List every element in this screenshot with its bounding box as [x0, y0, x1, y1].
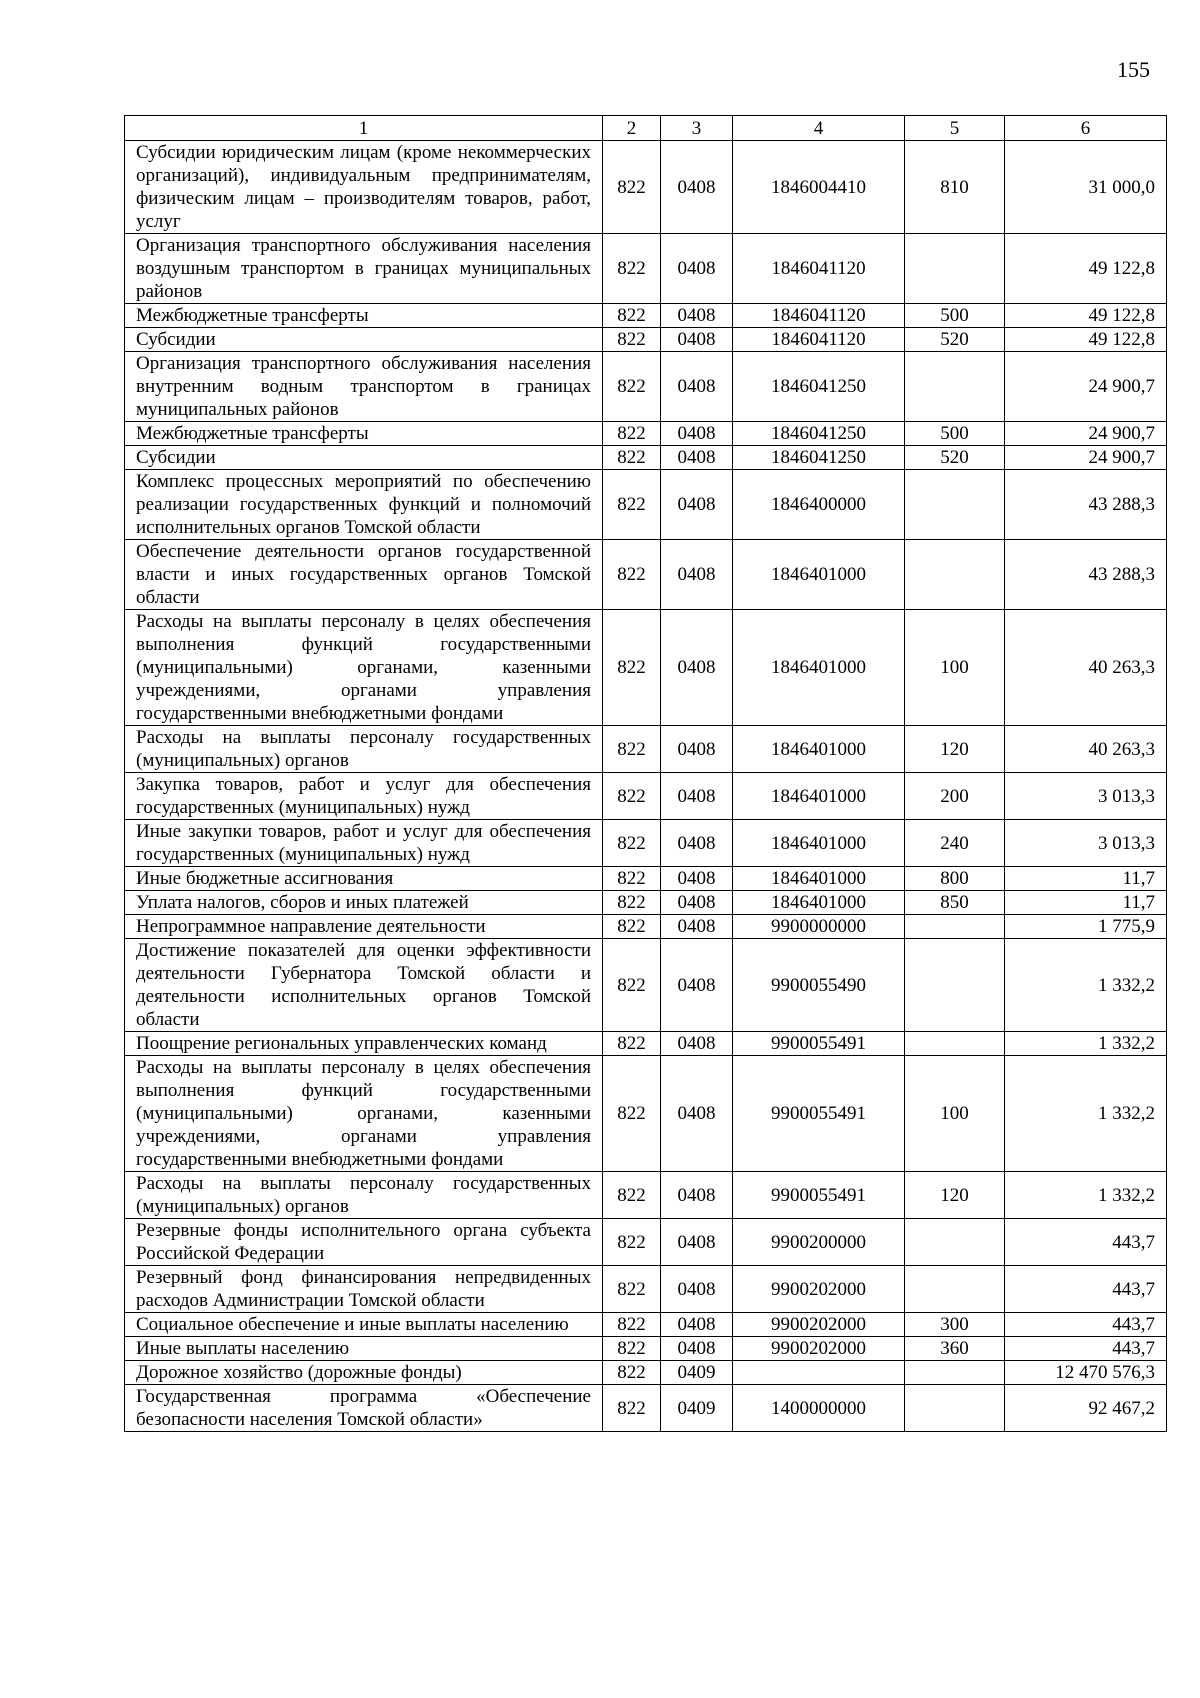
row-amount: 40 263,3 — [1005, 610, 1167, 726]
row-ministry-code: 822 — [603, 1337, 661, 1361]
row-target-article: 1846401000 — [733, 610, 905, 726]
row-description: Организация транспортного обслуживания населения воздушным транспортом в границах муниципальных районов — [125, 234, 603, 304]
row-description: Организация транспортного обслуживания населения внутренним водным транспортом в границах муниципальных районов — [125, 352, 603, 422]
row-expense-type: 810 — [905, 141, 1005, 234]
row-amount: 24 900,7 — [1005, 422, 1167, 446]
row-ministry-code: 822 — [603, 1313, 661, 1337]
row-section-code: 0408 — [661, 470, 733, 540]
row-description: Государственная программа «Обеспечение безопасности населения Томской области» — [125, 1385, 603, 1432]
row-section-code: 0408 — [661, 610, 733, 726]
row-target-article: 9900055491 — [733, 1172, 905, 1219]
row-description: Расходы на выплаты персоналу государственных (муниципальных) органов — [125, 1172, 603, 1219]
row-expense-type — [905, 1266, 1005, 1313]
row-amount: 40 263,3 — [1005, 726, 1167, 773]
table-row — [125, 304, 1167, 328]
row-amount: 49 122,8 — [1005, 328, 1167, 352]
table-row — [125, 773, 1167, 820]
row-description: Резервный фонд финансирования непредвиденных расходов Администрации Томской области — [125, 1266, 603, 1313]
row-ministry-code: 822 — [603, 915, 661, 939]
table-row — [125, 939, 1167, 1032]
row-expense-type — [905, 234, 1005, 304]
row-ministry-code: 822 — [603, 891, 661, 915]
row-section-code: 0408 — [661, 422, 733, 446]
row-section-code: 0408 — [661, 328, 733, 352]
row-target-article — [733, 1361, 905, 1385]
row-description: Иные бюджетные ассигнования — [125, 867, 603, 891]
row-ministry-code: 822 — [603, 304, 661, 328]
table-row — [125, 820, 1167, 867]
row-amount: 1 775,9 — [1005, 915, 1167, 939]
row-section-code: 0408 — [661, 1032, 733, 1056]
table-row — [125, 234, 1167, 304]
table-row — [125, 1385, 1167, 1432]
row-target-article: 9900200000 — [733, 1219, 905, 1266]
row-description: Иные закупки товаров, работ и услуг для обеспечения государственных (муниципальных) нужд — [125, 820, 603, 867]
row-section-code: 0409 — [661, 1361, 733, 1385]
row-description: Межбюджетные трансферты — [125, 304, 603, 328]
row-section-code: 0408 — [661, 1056, 733, 1172]
header-cell: 2 — [603, 116, 661, 141]
table-row — [125, 1219, 1167, 1266]
row-expense-type: 520 — [905, 328, 1005, 352]
row-target-article: 1846004410 — [733, 141, 905, 234]
row-amount: 43 288,3 — [1005, 470, 1167, 540]
row-ministry-code: 822 — [603, 773, 661, 820]
table-row — [125, 1337, 1167, 1361]
row-amount: 1 332,2 — [1005, 1032, 1167, 1056]
row-section-code: 0408 — [661, 352, 733, 422]
row-ministry-code: 822 — [603, 422, 661, 446]
row-amount: 443,7 — [1005, 1219, 1167, 1266]
row-target-article: 9900055491 — [733, 1056, 905, 1172]
row-target-article: 9900202000 — [733, 1313, 905, 1337]
row-target-article: 9900202000 — [733, 1337, 905, 1361]
row-ministry-code: 822 — [603, 328, 661, 352]
row-expense-type: 520 — [905, 446, 1005, 470]
page-number: 155 — [1117, 57, 1150, 82]
table-row — [125, 867, 1167, 891]
row-target-article: 1846041120 — [733, 304, 905, 328]
row-expense-type: 120 — [905, 1172, 1005, 1219]
header-cell: 5 — [905, 116, 1005, 141]
table-row — [125, 141, 1167, 234]
row-description: Достижение показателей для оценки эффективности деятельности Губернатора Томской области и деятельности исполнительных органов Томской области — [125, 939, 603, 1032]
row-target-article: 1846401000 — [733, 726, 905, 773]
row-description: Субсидии — [125, 446, 603, 470]
row-expense-type: 850 — [905, 891, 1005, 915]
table-row — [125, 1172, 1167, 1219]
row-description: Поощрение региональных управленческих команд — [125, 1032, 603, 1056]
row-section-code: 0408 — [661, 446, 733, 470]
row-amount: 3 013,3 — [1005, 820, 1167, 867]
row-target-article: 1846401000 — [733, 891, 905, 915]
row-amount: 43 288,3 — [1005, 540, 1167, 610]
row-amount: 11,7 — [1005, 891, 1167, 915]
row-ministry-code: 822 — [603, 610, 661, 726]
row-section-code: 0408 — [661, 726, 733, 773]
table-row — [125, 1361, 1167, 1385]
row-ministry-code: 822 — [603, 1032, 661, 1056]
header-cell: 6 — [1005, 116, 1167, 141]
row-ministry-code: 822 — [603, 446, 661, 470]
row-amount: 1 332,2 — [1005, 1172, 1167, 1219]
row-ministry-code: 822 — [603, 1361, 661, 1385]
row-section-code: 0408 — [661, 939, 733, 1032]
row-section-code: 0408 — [661, 1337, 733, 1361]
row-section-code: 0408 — [661, 141, 733, 234]
table-row — [125, 891, 1167, 915]
row-ministry-code: 822 — [603, 939, 661, 1032]
row-description: Непрограммное направление деятельности — [125, 915, 603, 939]
row-target-article: 1846041250 — [733, 446, 905, 470]
header-cell: 1 — [125, 116, 603, 141]
row-amount: 31 000,0 — [1005, 141, 1167, 234]
row-ministry-code: 822 — [603, 540, 661, 610]
row-target-article: 1846041120 — [733, 328, 905, 352]
row-ministry-code: 822 — [603, 1219, 661, 1266]
row-expense-type: 200 — [905, 773, 1005, 820]
row-ministry-code: 822 — [603, 820, 661, 867]
row-description: Иные выплаты населению — [125, 1337, 603, 1361]
row-ministry-code: 822 — [603, 726, 661, 773]
row-description: Субсидии — [125, 328, 603, 352]
row-description: Уплата налогов, сборов и иных платежей — [125, 891, 603, 915]
row-description: Социальное обеспечение и иные выплаты населению — [125, 1313, 603, 1337]
row-amount: 443,7 — [1005, 1313, 1167, 1337]
row-expense-type — [905, 470, 1005, 540]
row-amount: 3 013,3 — [1005, 773, 1167, 820]
row-section-code: 0408 — [661, 1219, 733, 1266]
row-target-article: 1846401000 — [733, 820, 905, 867]
row-expense-type: 300 — [905, 1313, 1005, 1337]
row-target-article: 9900202000 — [733, 1266, 905, 1313]
row-ministry-code: 822 — [603, 470, 661, 540]
table-row — [125, 915, 1167, 939]
row-target-article: 1846041250 — [733, 422, 905, 446]
row-expense-type: 240 — [905, 820, 1005, 867]
row-expense-type: 800 — [905, 867, 1005, 891]
row-section-code: 0409 — [661, 1385, 733, 1432]
row-expense-type — [905, 540, 1005, 610]
row-section-code: 0408 — [661, 234, 733, 304]
row-ministry-code: 822 — [603, 1172, 661, 1219]
row-expense-type: 100 — [905, 1056, 1005, 1172]
row-amount: 24 900,7 — [1005, 352, 1167, 422]
row-section-code: 0408 — [661, 1172, 733, 1219]
table-row — [125, 470, 1167, 540]
row-amount: 443,7 — [1005, 1337, 1167, 1361]
table-row — [125, 726, 1167, 773]
row-target-article: 9900000000 — [733, 915, 905, 939]
row-description: Межбюджетные трансферты — [125, 422, 603, 446]
row-section-code: 0408 — [661, 867, 733, 891]
row-expense-type — [905, 1361, 1005, 1385]
row-ministry-code: 822 — [603, 352, 661, 422]
row-target-article: 1400000000 — [733, 1385, 905, 1432]
row-amount: 49 122,8 — [1005, 304, 1167, 328]
row-expense-type — [905, 1219, 1005, 1266]
row-description: Обеспечение деятельности органов государственной власти и иных государственных органов Томской области — [125, 540, 603, 610]
row-expense-type — [905, 1032, 1005, 1056]
row-expense-type: 120 — [905, 726, 1005, 773]
row-expense-type — [905, 939, 1005, 1032]
row-ministry-code: 822 — [603, 867, 661, 891]
row-ministry-code: 822 — [603, 1266, 661, 1313]
row-section-code: 0408 — [661, 540, 733, 610]
row-expense-type — [905, 915, 1005, 939]
row-expense-type — [905, 1385, 1005, 1432]
row-section-code: 0408 — [661, 891, 733, 915]
table-row — [125, 422, 1167, 446]
row-amount: 12 470 576,3 — [1005, 1361, 1167, 1385]
row-description: Субсидии юридическим лицам (кроме некоммерческих организаций), индивидуальным предпринимателям, физическим лицам – производителям товаров, работ, услуг — [125, 141, 603, 234]
row-description: Дорожное хозяйство (дорожные фонды) — [125, 1361, 603, 1385]
header-cell: 3 — [661, 116, 733, 141]
row-section-code: 0408 — [661, 1266, 733, 1313]
row-target-article: 1846401000 — [733, 540, 905, 610]
table-row — [125, 1032, 1167, 1056]
table-row — [125, 1056, 1167, 1172]
table-row — [125, 1313, 1167, 1337]
row-section-code: 0408 — [661, 1313, 733, 1337]
row-expense-type: 100 — [905, 610, 1005, 726]
row-target-article: 9900055490 — [733, 939, 905, 1032]
row-amount: 1 332,2 — [1005, 1056, 1167, 1172]
row-amount: 92 467,2 — [1005, 1385, 1167, 1432]
row-expense-type: 500 — [905, 304, 1005, 328]
row-amount: 443,7 — [1005, 1266, 1167, 1313]
row-ministry-code: 822 — [603, 1385, 661, 1432]
table-row — [125, 328, 1167, 352]
table-row — [125, 1266, 1167, 1313]
row-amount: 11,7 — [1005, 867, 1167, 891]
row-section-code: 0408 — [661, 820, 733, 867]
header-row — [125, 116, 1167, 141]
table-row — [125, 540, 1167, 610]
row-target-article: 1846401000 — [733, 773, 905, 820]
row-description: Закупка товаров, работ и услуг для обеспечения государственных (муниципальных) нужд — [125, 773, 603, 820]
table-row — [125, 446, 1167, 470]
row-ministry-code: 822 — [603, 1056, 661, 1172]
row-description: Комплекс процессных мероприятий по обеспечению реализации государственных функций и полномочий исполнительных органов Томской области — [125, 470, 603, 540]
row-ministry-code: 822 — [603, 141, 661, 234]
budget-table — [124, 115, 1167, 1432]
row-description: Расходы на выплаты персоналу в целях обеспечения выполнения функций государственными (муниципальными) органами, казенными учреждениями, органами управления государственными внебюджетными фондами — [125, 610, 603, 726]
row-amount: 49 122,8 — [1005, 234, 1167, 304]
row-description: Резервные фонды исполнительного органа субъекта Российской Федерации — [125, 1219, 603, 1266]
row-section-code: 0408 — [661, 773, 733, 820]
row-amount: 1 332,2 — [1005, 939, 1167, 1032]
header-cell: 4 — [733, 116, 905, 141]
row-target-article: 1846041120 — [733, 234, 905, 304]
row-target-article: 1846400000 — [733, 470, 905, 540]
row-section-code: 0408 — [661, 304, 733, 328]
row-description: Расходы на выплаты персоналу государственных (муниципальных) органов — [125, 726, 603, 773]
table-row — [125, 352, 1167, 422]
row-expense-type: 500 — [905, 422, 1005, 446]
row-target-article: 1846401000 — [733, 867, 905, 891]
row-target-article: 9900055491 — [733, 1032, 905, 1056]
table-row — [125, 610, 1167, 726]
row-expense-type — [905, 352, 1005, 422]
row-ministry-code: 822 — [603, 234, 661, 304]
row-amount: 24 900,7 — [1005, 446, 1167, 470]
row-section-code: 0408 — [661, 915, 733, 939]
row-target-article: 1846041250 — [733, 352, 905, 422]
row-description: Расходы на выплаты персоналу в целях обеспечения выполнения функций государственными (муниципальными) органами, казенными учреждениями, органами управления государственными внебюджетными фондами — [125, 1056, 603, 1172]
row-expense-type: 360 — [905, 1337, 1005, 1361]
